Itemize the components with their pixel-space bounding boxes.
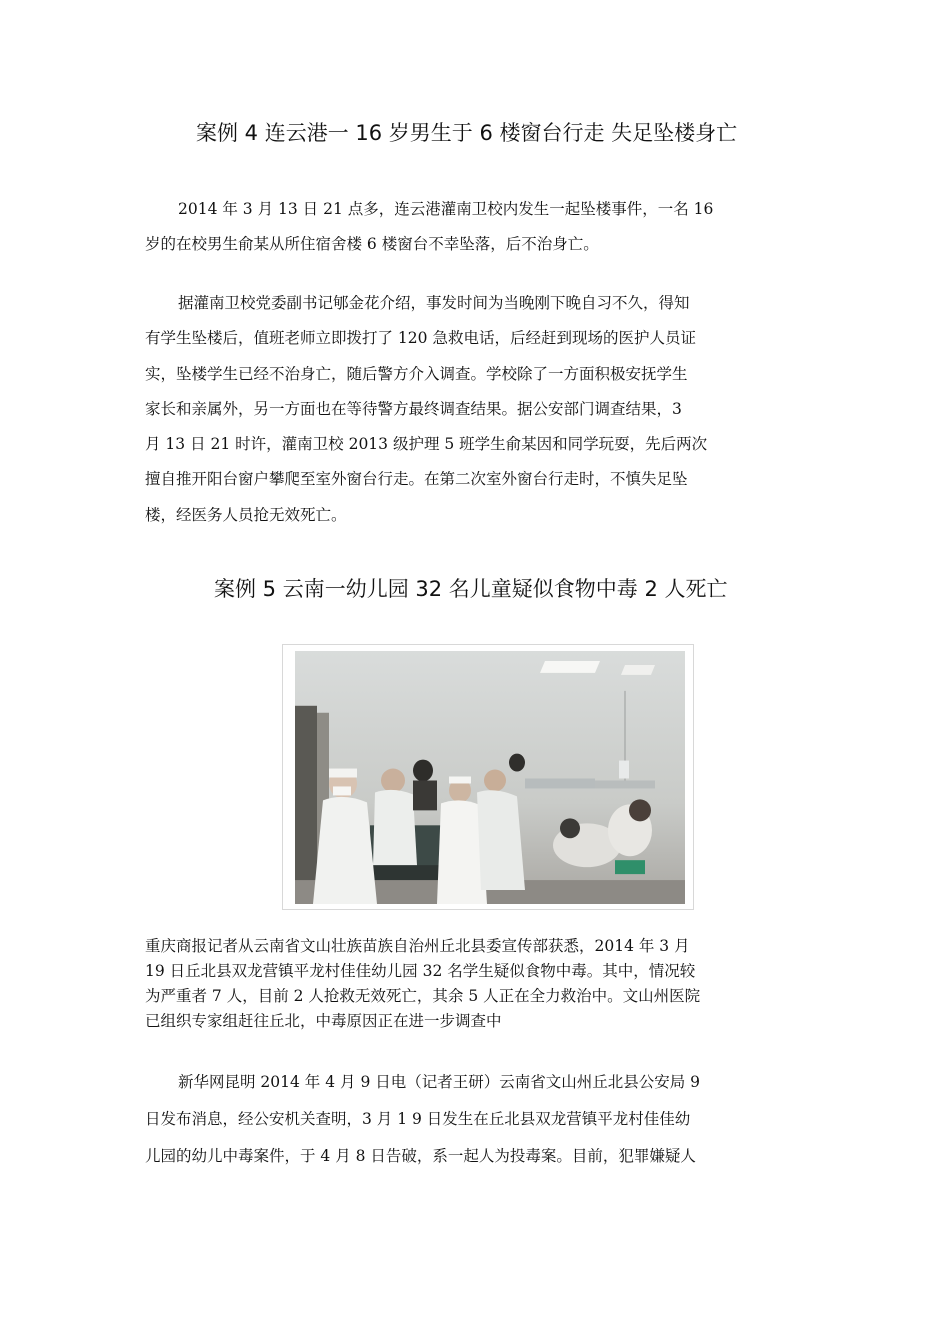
text-line: 家长和亲属外，另一方面也在等待警方最终调查结果。据公安部门调查结果，3: [145, 399, 682, 418]
text-line: 儿园的幼儿中毒案件，于 4 月 8 日告破，系一起人为投毒案。目前，犯罪嫌疑人: [145, 1147, 696, 1165]
text-line: 已组织专家组赶往丘北，中毒原因正在进一步调查中: [145, 1012, 502, 1030]
text-line: 2014 年 3 月 13 日 21 点多，连云港灌南卫校内发生一起坠楼事件，一名 16: [178, 200, 714, 218]
case4-paragraph-1: [145, 192, 805, 262]
hospital-scene-image: [295, 651, 685, 904]
text-line: 楼，经医务人员抢无效死亡。: [145, 505, 347, 524]
case5-paragraph-2: [145, 1064, 805, 1175]
text-line: 重庆商报记者从云南省文山壮族苗族自治州丘北县委宣传部获悉，2014 年 3 月: [145, 937, 690, 955]
text-line: 为严重者 7 人，目前 2 人抢救无效死亡，其余 5 人正在全力救治中。文山州医院: [145, 987, 701, 1005]
text-line: 月 13 日 21 时许，灌南卫校 2013 级护理 5 班学生俞某因和同学玩耍，先后两次: [145, 435, 708, 454]
text-line: 新华网昆明 2014 年 4 月 9 日电（记者王研）云南省文山州丘北县公安局 9: [178, 1073, 701, 1091]
text-line: 据灌南卫校党委副书记郇金花介绍，事发时间为当晚刚下晚自习不久，得知: [178, 294, 690, 312]
text-line: 有学生坠楼后，值班老师立即拨打了 120 急救电话，后经赶到现场的医护人员证: [145, 329, 696, 348]
case4-title: 案例 4 连云港一 16 岁男生于 6 楼窗台行走 失足坠楼身亡: [196, 121, 738, 145]
case5-title: 案例 5 云南一幼儿园 32 名儿童疑似食物中毒 2 人死亡: [214, 577, 728, 601]
case5-paragraph-1: [145, 934, 805, 1034]
text-line: 实，坠楼学生已经不治身亡，随后警方介入调查。学校除了一方面积极安抚学生: [145, 364, 688, 383]
case4-paragraph-2: [145, 286, 805, 533]
text-line: 19 日丘北县双龙营镇平龙村佳佳幼儿园 32 名学生疑似食物中毒。其中，情况较: [145, 962, 696, 980]
hospital-photo: [282, 644, 694, 910]
text-line: 擅自推开阳台窗户攀爬至室外窗台行走。在第二次室外窗台行走时，不慎失足坠: [145, 470, 688, 489]
text-line: 岁的在校男生俞某从所住宿舍楼 6 楼窗台不幸坠落，后不治身亡。: [145, 235, 599, 253]
text-line: 日发布消息，经公安机关查明，3 月 1 9 日发生在丘北县双龙营镇平龙村佳佳幼: [145, 1110, 691, 1128]
